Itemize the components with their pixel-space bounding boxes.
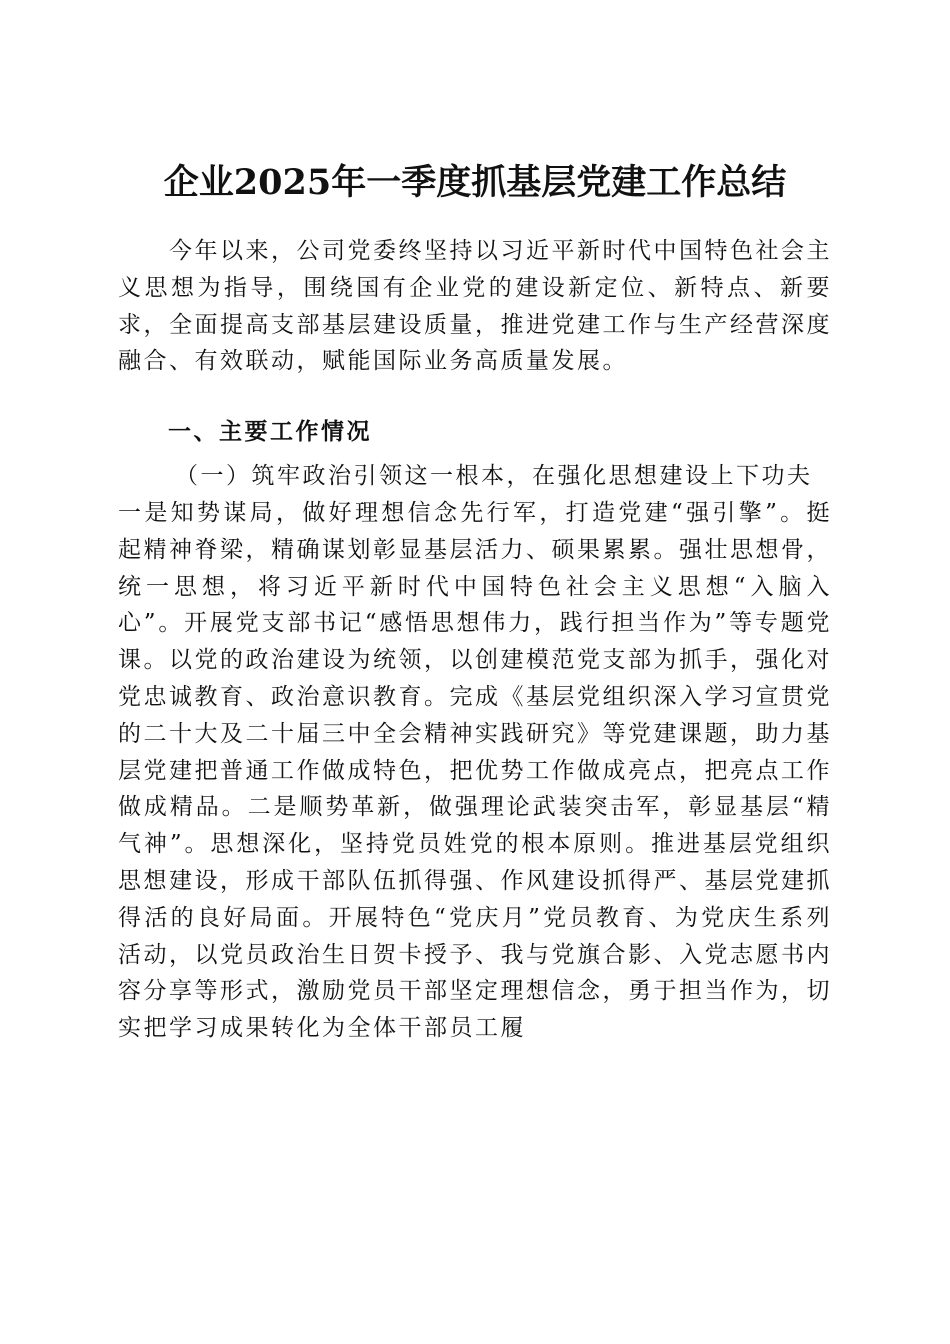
body-paragraph: 一是知势谋局，做好理想信念先行军，打造党建“强引擎”。挺起精神脊梁，精确谋划彰显基层活力、硕果累累。强壮思想骨，统一思想，将习近平新时代中国特色社会主义思想“入脑入心”。开展党支部书记“感悟思想伟力，践行担当作为”等专题党课。以党的政治建设为统领，以创建模范党支部为抓手，强化对党忠诚教育、政治意识教育。完成《基层党组织深入学习宣贯党的二十大及二十届三中全会精神实践研究》等党建课题，助力基层党建把普通工作做成特色，把优势工作做成亮点，把亮点工作做成精品。二是顺势革新，做强理论武装突击军，彰显基层“精气神”。思想深化，坚持党员姓党的根本原则。推进基层党组织思想建设，形成干部队伍抓得强、作风建设抓得严、基层党建抓得活的良好局面。开展特色“党庆月”党员教育、为党庆生系列活动，以党员政治生日贺卡授予、我与党旗合影、入党志愿书内容分享等形式，激励党员干部坚定理想信念，勇于担当作为，切实把学习成果转化为全体干部员工履 [118, 500, 832, 1042]
intro-paragraph: 今年以来，公司党委终坚持以习近平新时代中国特色社会主义思想为指导，围绕国有企业党的建设新定位、新特点、新要求，全面提高支部基层建设质量，推进党建工作与生产经营深度融合、有效联动，赋能国际业务高质量发展。 [118, 238, 832, 375]
section-heading: 一、主要工作情况 [168, 418, 372, 445]
document-title: 企业2025年一季度抓基层党建工作总结 [163, 162, 787, 204]
subsection-heading: （一）筑牢政治引领这一根本，在强化思想建设上下功夫 [175, 463, 813, 489]
